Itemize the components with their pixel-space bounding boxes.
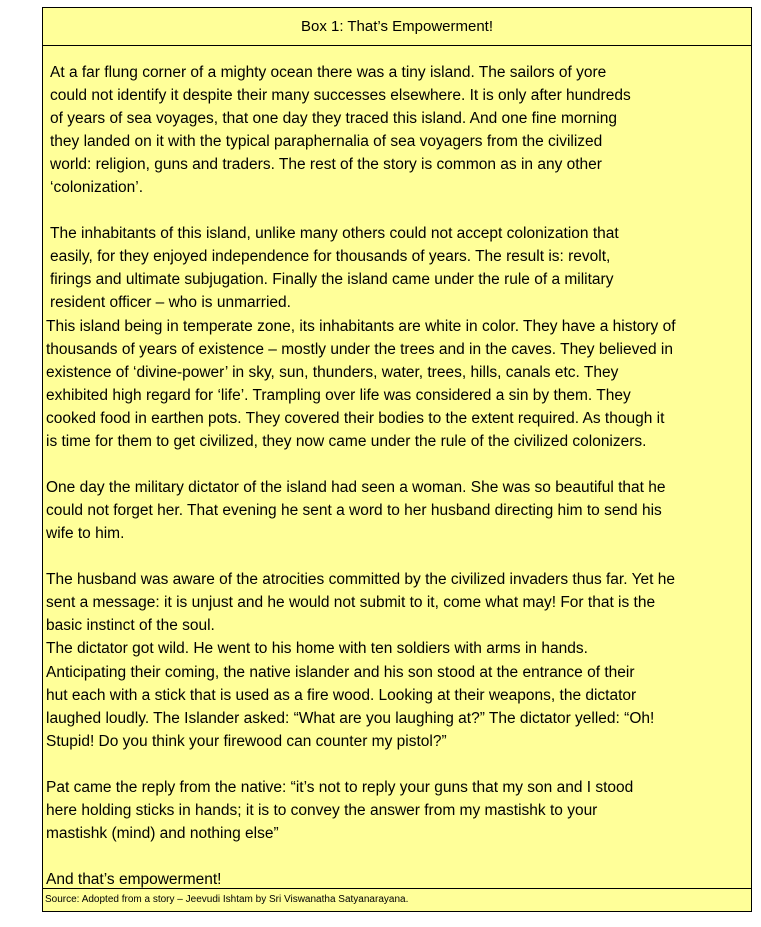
story-line: they landed on it with the typical paraphernalia of sea voyagers from the civilized <box>50 133 603 150</box>
story-line: The inhabitants of this island, unlike many others could not accept colonization that <box>50 225 619 242</box>
box-title: Box 1: That’s Empowerment! <box>43 8 751 46</box>
story-line: could not forget her. That evening he sent a word to her husband directing him to send his <box>46 502 662 519</box>
source-citation: Source: Adopted from a story – Jeevudi Ishtam by Sri Viswanatha Satyanarayana. <box>43 888 751 912</box>
story-line: firings and ultimate subjugation. Finally the island came under the rule of a military <box>50 271 614 288</box>
story-line: thousands of years of existence – mostly under the trees and in the caves. They believed in <box>46 341 673 358</box>
story-line: of years of sea voyages, that one day they traced this island. And one fine morning <box>50 110 617 127</box>
story-line: The husband was aware of the atrocities committed by the civilized invaders thus far. Yet he <box>46 571 675 588</box>
story-line: ‘colonization’. <box>50 179 144 196</box>
text-box <box>42 7 752 912</box>
story-line: existence of ‘divine-power’ in sky, sun, thunders, water, trees, hills, canals etc. They <box>46 364 619 381</box>
story-line: could not identify it despite their many successes elsewhere. It is only after hundreds <box>50 87 631 104</box>
story-line: This island being in temperate zone, its inhabitants are white in color. They have a history of <box>46 318 676 335</box>
story-line: At a far flung corner of a mighty ocean there was a tiny island. The sailors of yore <box>50 64 607 81</box>
story-line: The dictator got wild. He went to his home with ten soldiers with arms in hands. <box>46 640 588 657</box>
story-line: mastishk (mind) and nothing else” <box>46 825 279 842</box>
story-line: easily, for they enjoyed independence for thousands of years. The result is: revolt, <box>50 248 611 265</box>
story-line: here holding sticks in hands; it is to convey the answer from my mastishk to your <box>46 802 598 819</box>
story-line: resident officer – who is unmarried. <box>50 294 291 311</box>
story-line: exhibited high regard for ‘life’. Trampling over life was considered a sin by them. They <box>46 387 631 404</box>
story-line: And that’s empowerment! <box>46 871 222 888</box>
story-line: Stupid! Do you think your firewood can counter my pistol?” <box>46 733 447 750</box>
story-line: One day the military dictator of the island had seen a woman. She was so beautiful that he <box>46 479 666 496</box>
story-body <box>43 46 751 888</box>
story-line: Pat came the reply from the native: “it’s not to reply your guns that my son and I stood <box>46 779 634 796</box>
story-line: laughed loudly. The Islander asked: “What are you laughing at?” The dictator yelled: “Oh! <box>46 710 655 727</box>
story-line: hut each with a stick that is used as a fire wood. Looking at their weapons, the dictator <box>46 687 637 704</box>
story-line: basic instinct of the soul. <box>46 617 215 634</box>
story-line: is time for them to get civilized, they now came under the rule of the civilized colonizers. <box>46 433 647 450</box>
story-line: Anticipating their coming, the native islander and his son stood at the entrance of their <box>46 664 635 681</box>
story-line: wife to him. <box>46 525 125 542</box>
story-line: cooked food in earthen pots. They covered their bodies to the extent required. As though it <box>46 410 665 427</box>
story-line: sent a message: it is unjust and he would not submit to it, come what may! For that is the <box>46 594 656 611</box>
story-line: world: religion, guns and traders. The rest of the story is common as in any other <box>50 156 602 173</box>
